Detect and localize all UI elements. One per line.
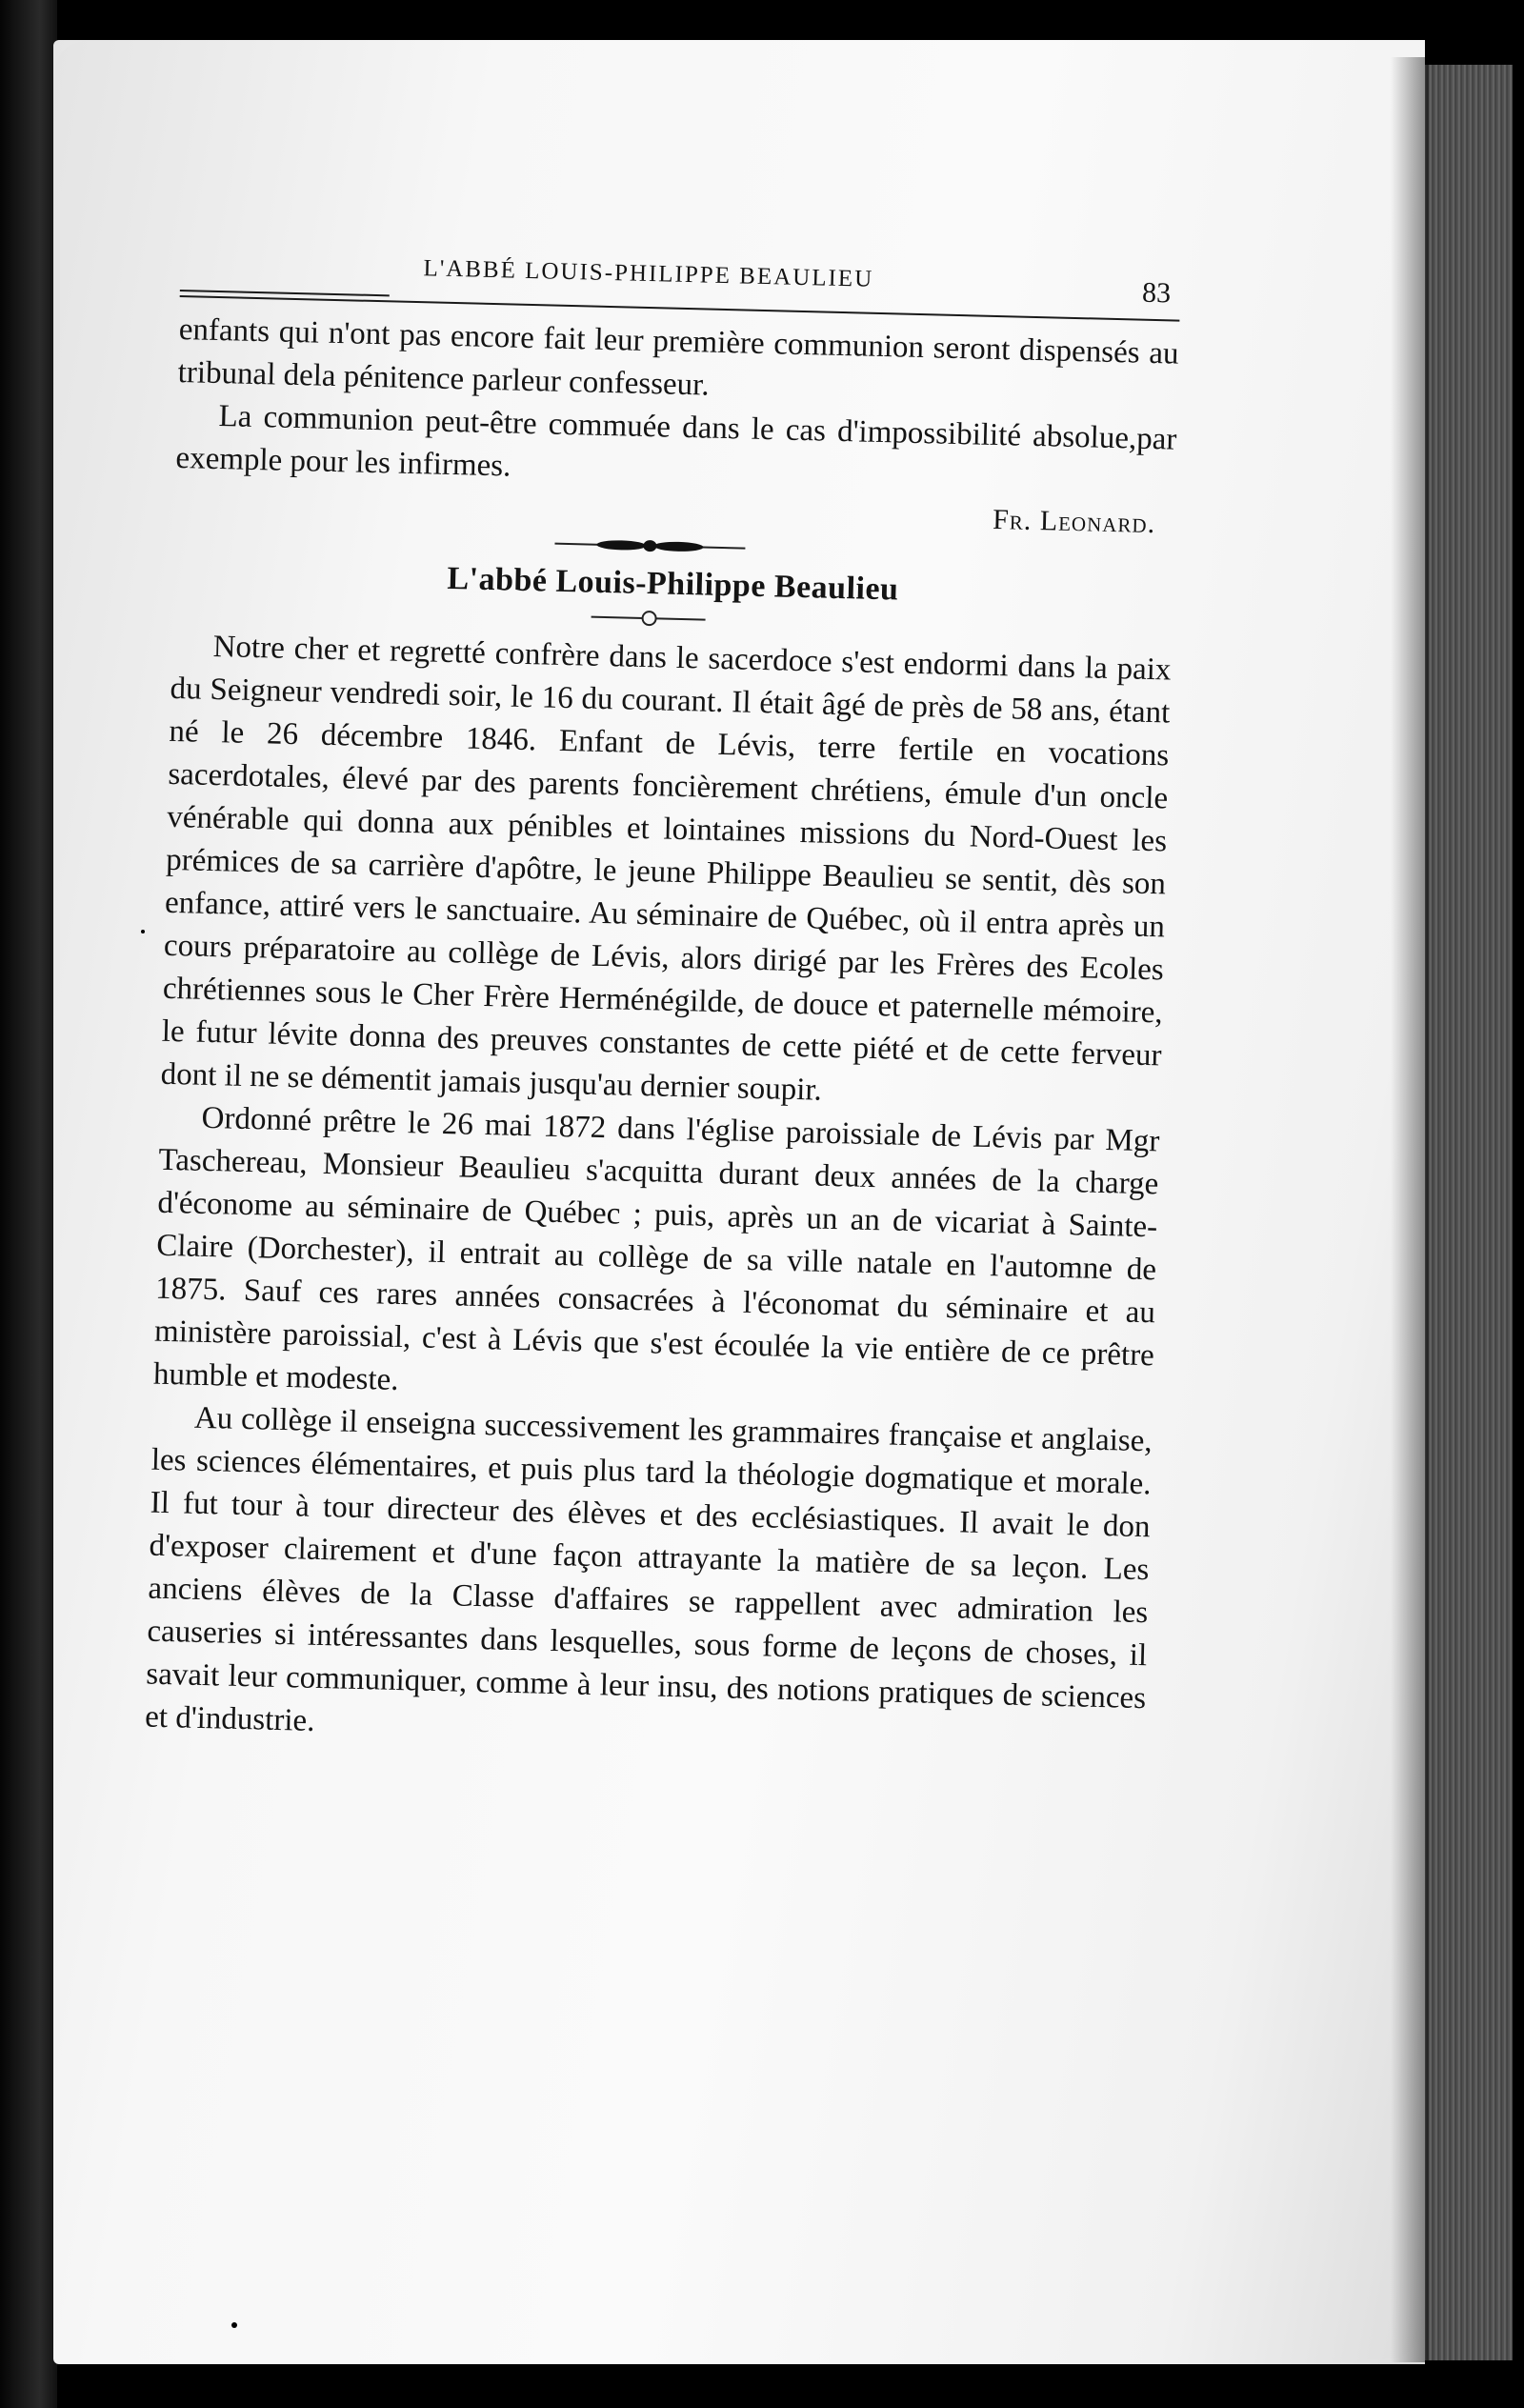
paragraph: La communion peut-être commuée dans le cas d'impossibilité absolue,par exemple pour les infirmes. <box>175 399 1177 484</box>
paragraph: Notre cher et regretté confrère dans le sacerdoce s'est endormi dans la paix du Seigneur vendredi soir, le 16 du courant. Il était âgé de près de 58 ans, étant né le 26 décembre 1846. Enfant de Lévis, terre fertile en vocations sacerdotales, élevé par des parents foncièrement chrétiens, émule d'un oncle vénérable qui donna aux pénibles et lointaines missions du Nord-Ouest les prémices de sa carrière d'apôtre, le jeune Philippe Beaulieu se sentit, dès son enfance, attiré vers le sanctuaire. Au séminaire de Québec, où il entra après un cours préparatoire au collège de Lévis, alors dirigé par les Frères des Ecoles chrétiennes sous le Cher Frère Herménégilde, de douce et paternelle mémoire, le futur lévite donna des preuves constantes de cette piété et de cette ferveur dont il ne se démentit jamais jusqu'au dernier soupir. <box>160 629 1172 1108</box>
flourish-icon <box>592 536 707 556</box>
paragraph: enfants qui n'ont pas encore fait leur première communion seront dispensés au tribunal dela pénitence parleur confesseur. <box>177 311 1179 403</box>
scan-speck <box>231 2322 237 2328</box>
author-signature: Fr. Leonard. <box>992 503 1156 540</box>
page-number: 83 <box>1141 276 1172 310</box>
running-title: L'ABBÉ LOUIS-PHILIPPE BEAULIEU <box>423 255 874 292</box>
page-fold-shade <box>1391 57 1429 2362</box>
page-content <box>145 246 1181 1763</box>
scan-left-shadow <box>0 0 57 2408</box>
paragraph: Au collège il enseigna successivement les grammaires française et anglaise, les sciences élémentaires, et puis plus tard la théologie dogmatique et morale. Il fut tour à tour directeur des élèves et des ecclésiastiques. Il avait le don d'exposer clairement et d'une façon attrayante la matière de sa leçon. Les anciens élèves de la Classe d'affaires se rappellent avec admiration les causeries si intéressantes dans lesquelles, sous forme de leçons de choses, il savait leur communiquer, comme à leur insu, des notions pratiques de sciences et d'industrie. <box>144 1400 1153 1738</box>
circle-icon <box>641 611 656 626</box>
scan-speck <box>141 930 145 933</box>
article-title: L'abbé Louis-Philippe Beaulieu <box>447 560 899 608</box>
paragraph: Ordonné prêtre le 26 mai 1872 dans l'église paroissiale de Lévis par Mgr Taschereau, Monsieur Beaulieu s'acquitta durant deux années de la charge d'économe au séminaire de Québec ; puis, après un an de vicariat à Sainte-Claire (Dorchester), il entrait au collège de sa ville natale en l'automne de 1875. Sauf ces rares années consacrées à l'économat du séminaire et au ministère paroissial, c'est à Lévis que s'est écoulée la vie entière de ce prêtre humble et modeste. <box>152 1100 1160 1397</box>
